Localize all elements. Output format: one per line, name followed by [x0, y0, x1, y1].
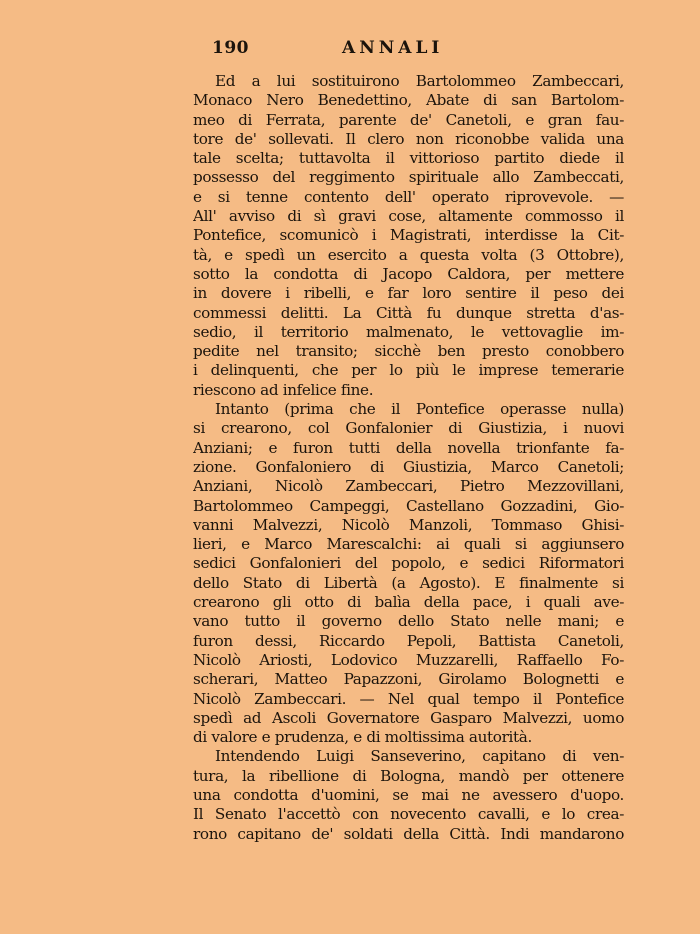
text-line: e si tenne contento dell' operato riprovevole. — [193, 187, 624, 206]
text-line: rono capitano de' soldati della Città. Indi mandarono [193, 824, 624, 843]
page-header [212, 38, 632, 62]
text-line: Nicolò Zambeccari. — Nel qual tempo il Pontefice [193, 689, 624, 708]
text-line: sotto la condotta di Jacopo Caldora, per mettere [193, 264, 624, 283]
text-line: Bartolommeo Campeggi, Castellano Gozzadini, Gio- [193, 496, 624, 515]
text-line: meo di Ferrata, parente de' Canetoli, e gran fau- [193, 110, 624, 129]
text-line: Intendendo Luigi Sanseverino, capitano di ven- [215, 747, 624, 766]
text-line: di valore e prudenza, e di moltissima autorità. [193, 728, 532, 747]
text-line: furon dessi, Riccardo Pepoli, Battista Canetoli, [193, 631, 624, 650]
text-line: sedio, il territorio malmenato, le vettovaglie im- [193, 322, 624, 341]
text-line: Pontefice, scomunicò i Magistrati, interdisse la Cit- [193, 226, 624, 245]
text-line: All' avviso di sì gravi cose, altamente commosso il [193, 207, 624, 226]
text-line: i delinquenti, che per lo più le imprese temerarie [193, 361, 624, 380]
text-line: sedici Gonfalonieri del popolo, e sedici Riformatori [193, 554, 624, 573]
text-line: pedite nel transito; sicchè ben presto conobbero [193, 342, 624, 361]
text-line: vanni Malvezzi, Nicolò Manzoli, Tommaso Ghisi- [193, 515, 624, 534]
text-line: Monaco Nero Benedettino, Abate di san Bartolom- [193, 91, 624, 110]
text-line: Anziani, Nicolò Zambeccari, Pietro Mezzovillani, [193, 477, 624, 496]
text-line: zione. Gonfaloniero di Giustizia, Marco Canetoli; [193, 457, 624, 476]
text-line: in dovere i ribelli, e far loro sentire il peso dei [193, 284, 624, 303]
text-line: spedì ad Ascoli Governatore Gasparo Malvezzi, uomo [193, 708, 624, 727]
text-line: tura, la ribellione di Bologna, mandò per ottenere [193, 766, 624, 785]
running-title: ANNALI [342, 38, 444, 58]
text-line: crearono gli otto di balìa della pace, i quali ave- [193, 593, 624, 612]
page-number: 190 [212, 38, 249, 58]
text-line: tale scelta; tuttavolta il vittorioso partito diede il [193, 149, 624, 168]
text-line: tore de' sollevati. Il clero non riconobbe valida una [193, 129, 624, 148]
text-line: Ed a lui sostituirono Bartolommeo Zambeccari, [215, 72, 624, 90]
text-line: Intanto (prima che il Pontefice operasse nulla) [215, 400, 624, 419]
text-line: una condotta d'uomini, se mai ne avessero d'uopo. [193, 785, 624, 804]
text-line: dello Stato di Libertà (a Agosto). E finalmente si [193, 573, 624, 592]
text-line: si crearono, col Gonfalonier di Giustizia, i nuovi [193, 419, 624, 438]
text-line: lieri, e Marco Marescalchi: ai quali si aggiunsero [193, 535, 624, 554]
text-line: possesso del reggimento spirituale allo Zambeccati, [193, 168, 624, 187]
text-line: commessi delitti. La Città fu dunque stretta d'as- [193, 303, 624, 322]
text-line: tà, e spedì un esercito a questa volta (3 Ottobre), [193, 245, 624, 264]
text-line: Anziani; e furon tutti della novella trionfante fa- [193, 438, 624, 457]
body-text [193, 72, 624, 844]
text-line: Nicolò Ariosti, Lodovico Muzzarelli, Raffaello Fo- [193, 650, 624, 669]
text-line: Il Senato l'accettò con novecento cavalli, e lo crea- [193, 805, 624, 824]
text-line: vano tutto il governo dello Stato nelle mani; e [193, 612, 624, 631]
text-line: scherari, Matteo Papazzoni, Girolamo Bolognetti e [193, 670, 624, 689]
text-line: riescono ad infelice fine. [193, 380, 374, 399]
